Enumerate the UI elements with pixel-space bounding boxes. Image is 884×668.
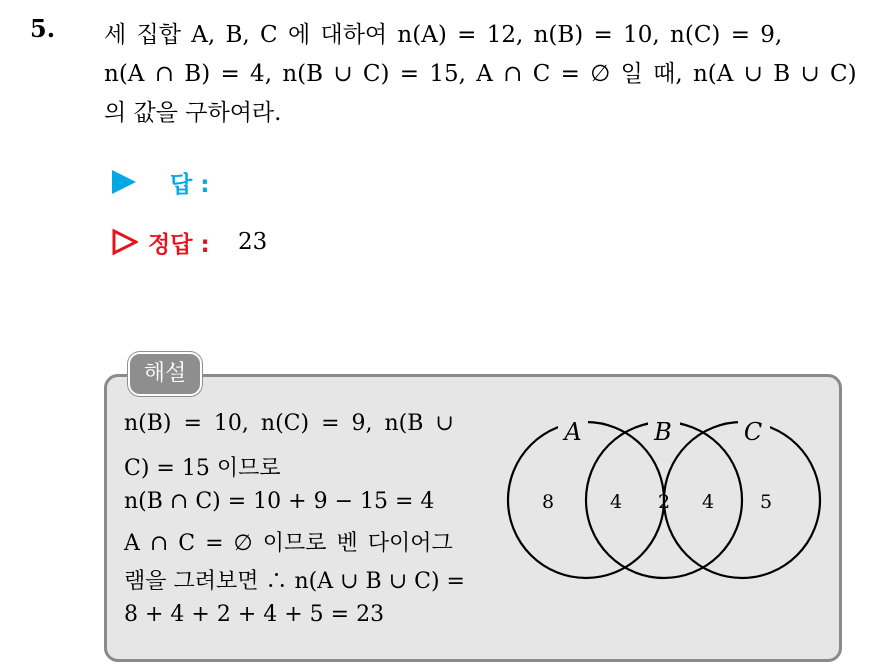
venn-label-c: C bbox=[743, 418, 763, 446]
solution-line-6: 8 + 4 + 2 + 4 + 5 = 23 bbox=[124, 602, 385, 627]
venn-region-b-only: 2 bbox=[657, 491, 671, 513]
venn-region-b-c: 4 bbox=[701, 491, 715, 513]
solution-line-4: A ∩ C = ∅ 이므로 벤 다이어그 bbox=[124, 531, 453, 556]
question-number: 5. bbox=[30, 14, 56, 43]
venn-label-a: A bbox=[564, 418, 582, 446]
venn-region-a-b: 4 bbox=[609, 491, 623, 513]
venn-label-b: B bbox=[654, 418, 672, 446]
question-line-3: 의 값을 구하여라. bbox=[104, 100, 282, 126]
solution-line-1: n(B) = 10, n(C) = 9, n(B ∪ bbox=[124, 411, 454, 436]
question-line-2: n(A ∩ B) = 4, n(B ∪ C) = 15, A ∩ C = ∅ 일 때, n(A ∪ B ∪ C) bbox=[104, 61, 857, 87]
correct-answer-value: 23 bbox=[238, 229, 268, 255]
play-triangle-icon bbox=[112, 170, 136, 194]
solution-line-5: 램을 그려보면 ∴ n(A ∪ B ∪ C) = bbox=[124, 569, 465, 594]
solution-tab: 해설 bbox=[128, 352, 202, 396]
answer-label: 답 : bbox=[170, 172, 210, 198]
solution-line-2: C) = 15 이므로 bbox=[124, 456, 281, 481]
correct-answer-label: 정답 : bbox=[148, 232, 210, 258]
venn-region-c-only: 5 bbox=[759, 491, 773, 513]
venn-diagram bbox=[500, 416, 830, 586]
venn-region-a-only: 8 bbox=[541, 491, 555, 513]
outline-triangle-icon bbox=[112, 229, 138, 255]
solution-line-3: n(B ∩ C) = 10 + 9 − 15 = 4 bbox=[124, 489, 435, 514]
question-line-1: 세 집합 A, B, C 에 대하여 n(A) = 12, n(B) = 10, n(C) = 9, bbox=[104, 22, 783, 48]
